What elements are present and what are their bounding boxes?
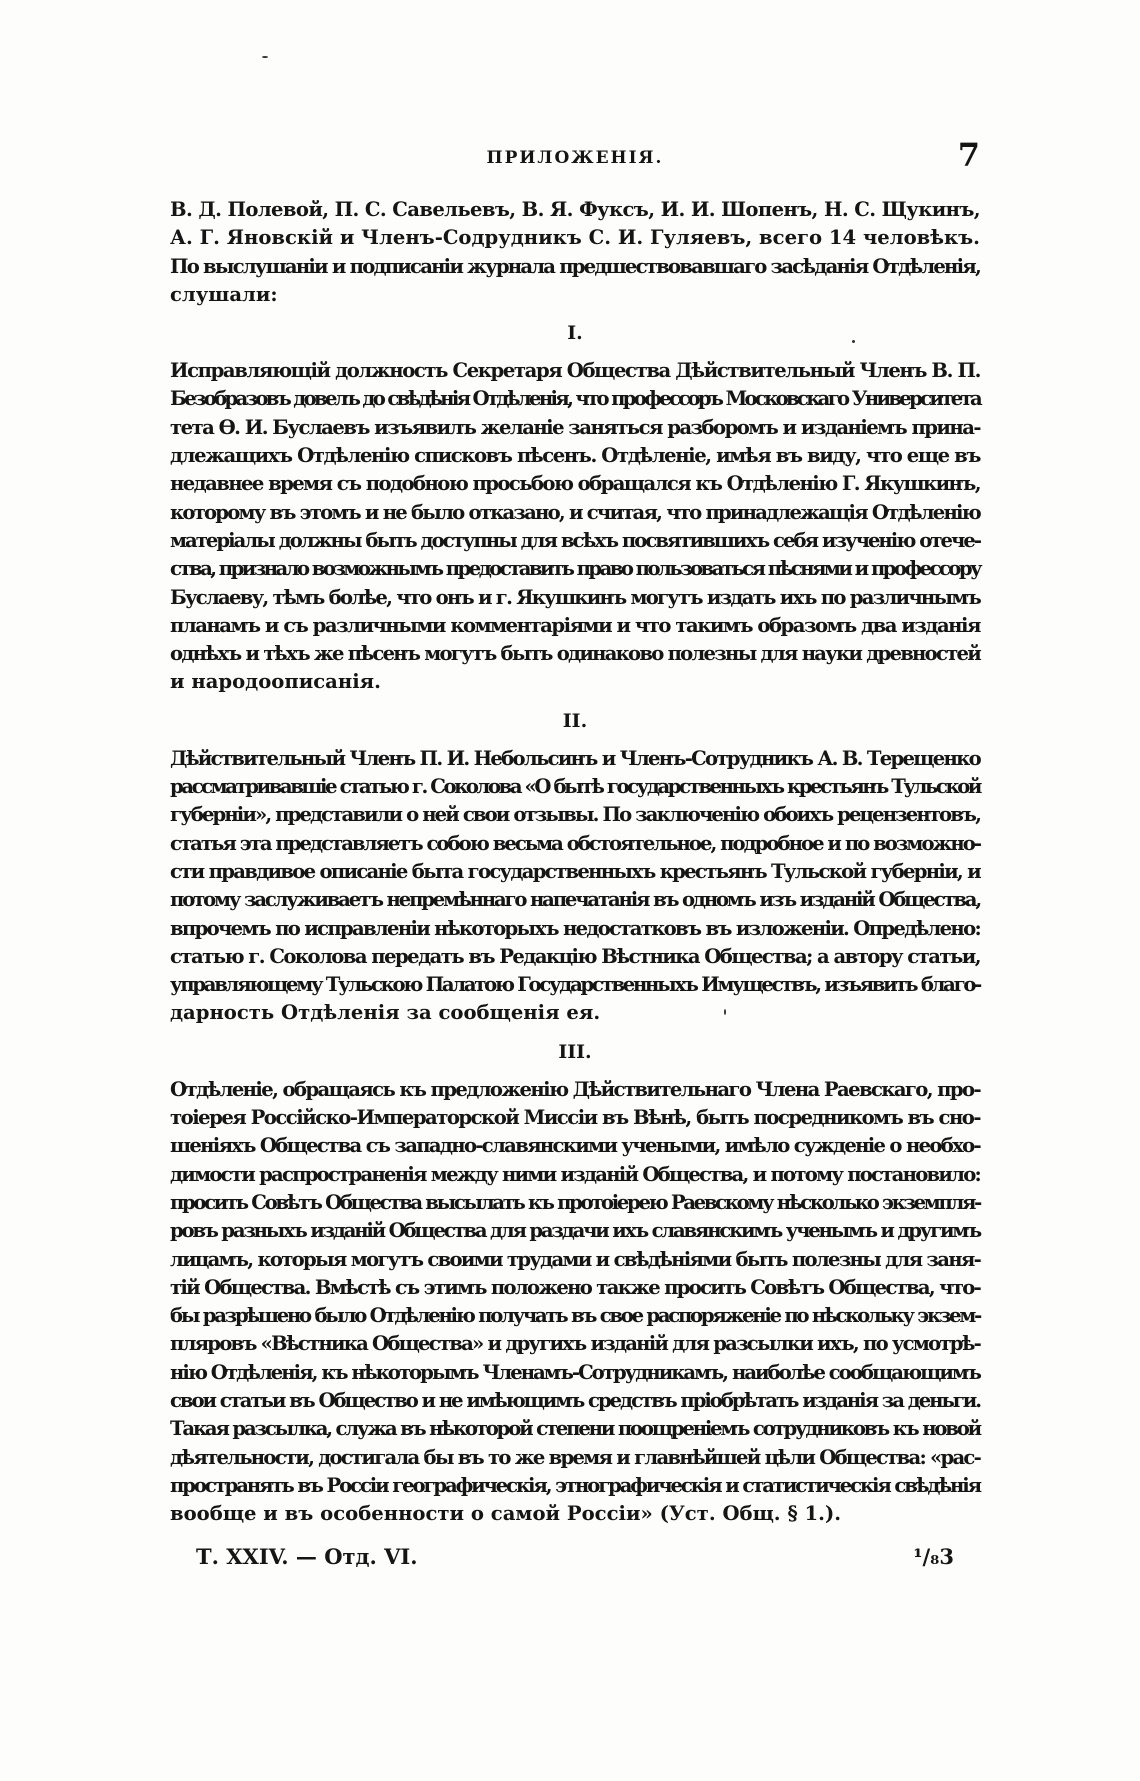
page-header: [170, 136, 980, 180]
text-line: нію Отдѣленія, къ нѣкоторымъ Членамъ-Сотрудникамъ, наиболѣе сообщающимъ: [170, 1360, 980, 1384]
text-line: Безобразовъ довелъ до свѣдѣнія Отдѣленія, что профессоръ Московскаго Университета: [170, 387, 980, 411]
text-line: однѣхъ и тѣхъ же пѣсенъ могутъ быть одинаково полезны для науки древностей: [170, 642, 980, 666]
text-line: впрочемъ по исправленіи нѣкоторыхъ недостатковъ въ изложеніи. Опредѣлено:: [170, 916, 980, 940]
text-line: пространять въ Россіи географическія, этнографическія и статистическія свѣдѣнія: [170, 1473, 980, 1497]
text-line: потому заслуживаетъ непремѣннаго напечатанія въ одномъ изъ изданій Общества,: [170, 888, 981, 912]
text-line: димости распространенія между ними изданій Общества, и потому постановило:: [170, 1162, 980, 1186]
text-line: тій Общества. Вмѣстѣ съ этимъ положено также просить Совѣтъ Общества, что-: [170, 1275, 981, 1299]
text-line: бы разрѣшено было Отдѣленію получать въ свое распоряженіе по нѣскольку экзем-: [170, 1304, 980, 1328]
text-line: А. Г. Яновскій и Членъ-Содрудникъ С. И. Гуляевъ, всего 14 человѣкъ.: [170, 226, 980, 250]
text-line: статья эта представляетъ собою весьма обстоятельное, подробное и по возможно-: [170, 831, 980, 855]
text-line: тета Ѳ. И. Буслаевъ изъявилъ желаніе заняться разборомъ и изданіемъ прина-: [170, 415, 980, 439]
text-line: управляющему Тульскою Палатою Государственныхъ Имуществъ, изъявить благо-: [170, 973, 980, 997]
text-line: Такая разсылка, служа въ нѣкоторой степени поощреніемъ сотрудниковъ къ новой: [170, 1417, 980, 1441]
text-line: Отдѣленіе, обращаясь къ предложенію Дѣйствительнаго Члена Раевскаго, про-: [170, 1077, 980, 1101]
text-line: пляровъ «Вѣстника Общества» и другихъ изданій для разсылки ихъ, по усмотрѣ-: [170, 1332, 980, 1356]
text-line: слушали:: [170, 282, 278, 306]
text-line: В. Д. Полевой, П. С. Савельевъ, В. Я. Фуксъ, И. И. Шопенъ, Н. С. Щукинъ,: [170, 198, 980, 221]
text-line: шеніяхъ Общества съ западно-славянскими учеными, имѣло сужденіе о необхо-: [170, 1134, 980, 1158]
section-paragraph: [170, 357, 980, 697]
text-line: дѣятельности, достигала бы въ то же время и главнѣйшей цѣли Общества: «рас-: [170, 1445, 980, 1469]
text-line: недавнее время съ подобною просьбою обращался къ Отдѣленію Г. Якушкинъ,: [170, 472, 980, 496]
text-line: просить Совѣтъ Общества высылать къ протоіерею Раевскому нѣсколько экземпля-: [170, 1190, 980, 1214]
print-speck: [724, 1009, 726, 1015]
intro-paragraph: [170, 196, 980, 309]
text-line: ства, признало возможнымъ предоставить право пользоваться пѣснями и профессору: [170, 557, 980, 581]
print-speck: [262, 56, 268, 58]
text-line: дарность Отдѣленія за сообщенія ея.: [170, 1001, 601, 1025]
text-line: По выслушаніи и подписаніи журнала предшествовавшаго засѣданія Отдѣленія,: [170, 254, 980, 278]
text-line: Исправляющій должность Секретаря Общества Дѣйствительный Членъ В. П.: [170, 359, 980, 383]
body-text: [170, 196, 980, 1528]
text-line: свои статьи въ Общество и не имѣющимъ средствъ пріобрѣтать изданія за деньги.: [170, 1388, 980, 1412]
section-paragraph: [170, 1076, 980, 1529]
text-line: ровъ разныхъ изданій Общества для раздачи ихъ славянскимъ ученымъ и другимъ: [170, 1219, 980, 1243]
text-line: сти правдивое описаніе быта государственныхъ крестьянъ Тульской губерніи, и: [170, 859, 980, 883]
section-number: II.: [562, 709, 588, 732]
section-number: III.: [558, 1040, 592, 1063]
text-line: длежащихъ Отдѣленію списковъ пѣсенъ. Отдѣленіе, имѣя въ виду, что еще въ: [170, 444, 980, 468]
text-line: Дѣйствительный Членъ П. И. Небольсинъ и Членъ-Сотрудникъ А. В. Терещенко: [170, 746, 980, 770]
text-line: и народоописанія.: [170, 670, 381, 694]
sheet-signature: ¹/₈3: [913, 1544, 954, 1569]
text-line: рассматривавшіе статью г. Соколова «О бытѣ государственныхъ крестьянъ Тульской: [170, 775, 980, 799]
text-line: планамъ и съ различными комментаріями и что такимъ образомъ два изданія: [170, 613, 980, 637]
text-line: статью г. Соколова передать въ Редакцію Вѣстника Общества; а автору статьи,: [170, 944, 980, 968]
section-number: I.: [567, 322, 583, 345]
text-line: губерніи», представили о ней свои отзывы. По заключенію обоихъ рецензентовъ,: [170, 803, 980, 827]
text-line: тоіерея Россійско-Императорской Миссіи въ Вѣнѣ, быть посредникомъ въ сно-: [170, 1106, 980, 1130]
text-line: которому въ этомъ и не было отказано, и считая, что принадлежащія Отдѣленію: [170, 500, 980, 524]
running-title: ПРИЛОЖЕНІЯ.: [486, 148, 664, 168]
text-line: матеріалы должны быть доступны для всѣхъ посвятившихъ себя изученію отече-: [170, 528, 980, 552]
text-line: вообще и въ особенности о самой Россіи» (Уст. Общ. § 1.).: [170, 1502, 842, 1526]
signature-mark: Т. XXIV. — Отд. VI.: [196, 1544, 418, 1569]
text-line: лицамъ, которыя могутъ своими трудами и свѣдѣніями быть полезны для заня-: [170, 1247, 980, 1271]
text-line: Буслаеву, тѣмъ болѣе, что онъ и г. Якушкинъ могутъ издать ихъ по различнымъ: [170, 585, 980, 609]
section-paragraph: [170, 745, 980, 1028]
page-footer: [170, 1544, 980, 1578]
print-speck: [852, 340, 855, 343]
page-number: 7: [957, 136, 980, 174]
